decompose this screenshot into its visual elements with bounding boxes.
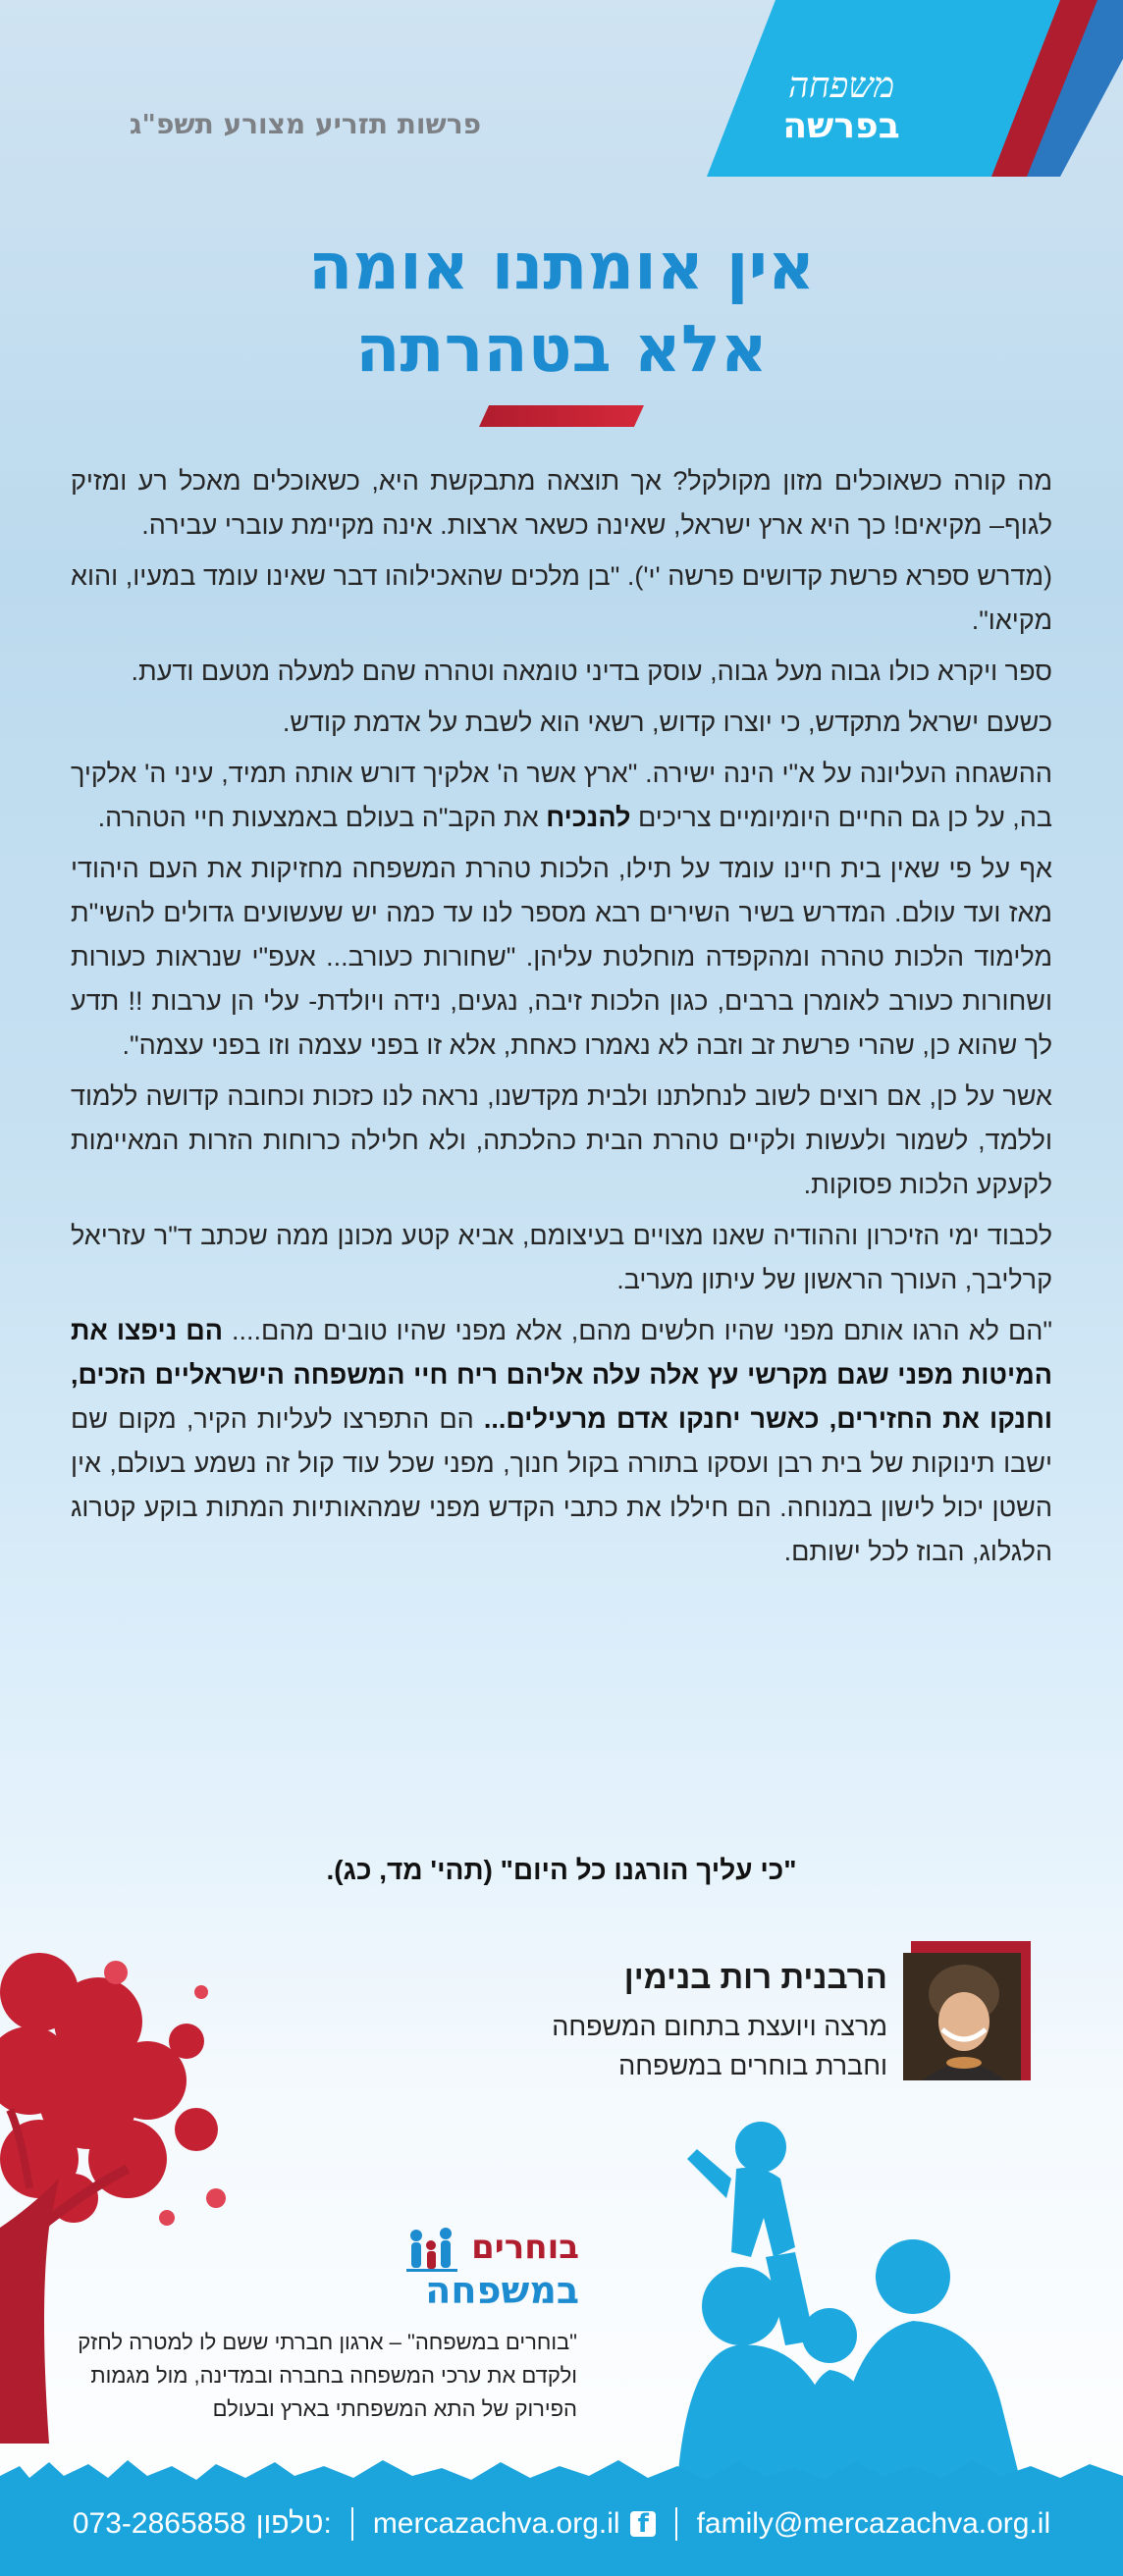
paragraph-bold-text: הם ניפצו את המיטות מפני שגם מקרשי עץ אלה עלה אליהם ריח חיי המשפחה הישראליים הזכים, וחנקו את החזירים, כאשר יחנקו אדם מרעילים... xyxy=(71,1316,1053,1434)
article-title-line1: אין אומתנו אומה xyxy=(307,229,815,304)
website-link[interactable]: mercazachva.org.il xyxy=(372,2507,620,2540)
footer-separator xyxy=(351,2507,353,2541)
footer-separator xyxy=(675,2507,677,2541)
paragraph: אף על פי שאין בית חיינו עומד על תילו, הלכות טהרת המשפחה מחזיקות את העם היהודי מאז ועד עולם. המדרש בשיר השירים רבא מספר לנו עד כמה יש שעשועים גדולים להשי"ת מלימוד הלכות טהרה ומהקפדה מוחלטת עליהן. "שחורות כעורב... אעפ"י שנראות כעורות ושחורות כעורב לאומרן ברבים, כגון הלכות זיבה, נגעים, נידה ויולדת- עלי הן ערבות !! תדע לך שהוא כן, שהרי פרשת זב וזבה לא נאמרו כאחת, אלא זו בפני עצמה וזו בפני עצמה". xyxy=(71,854,1052,1060)
paragraph: (מדרש ספרא פרשת קדושים פרשה 'י'). "בן מלכים שהאכילוהו דבר שאינו עומד במעיו, והוא מקיאו". xyxy=(71,561,1052,635)
paragraph-text: את הקב"ה בעולם באמצעות חיי הטהרה. xyxy=(97,803,547,832)
org-name-line1: בוחרים xyxy=(471,2228,579,2267)
author-title-line2: וחברת בוחרים במשפחה xyxy=(618,2051,887,2080)
paragraph: מה קורה כשאוכלים מזון מקולקל? אך תוצאה מתבקשת היא, כשאוכלים מאכל רע ומזיק לגוף– מקיאים! כך היא ארץ ישראל, שאינה כשאר ארצות. אינה מקיימת עוברי עבירה. xyxy=(71,466,1052,540)
family-silhouette-icon xyxy=(589,2110,1123,2483)
title-underline-bar xyxy=(479,405,644,427)
org-description: "בוחרים במשפחה" – ארגון חברתי ששם לו למטרה לחזק ולקדם את ערכי המשפחה בחברה ובמדינה, מול מגמות הפירוק של התא המשפחתי בארץ ובעולם xyxy=(78,2330,577,2421)
article-body xyxy=(71,459,1052,1581)
author-title-line1: מרצה ויועצת בתחום המשפחה xyxy=(552,2012,887,2041)
paragraph-text: ההשגחה העליונה על א"י הינה ישירה. "ארץ אשר ה' אלקיך דורש אותה תמיד, עיני ה' אלקיך בה, על כן גם החיים היומיומיים צריכים xyxy=(71,759,1052,832)
closing-quote: "כי עליך הורגנו כל היום" (תהי' מד, כג). xyxy=(326,1855,797,1885)
paragraph-text: "הם לא הרגו אותם מפני שהיו חלשים מהם, אלא מפני שהיו טובים מהם.... xyxy=(223,1316,1053,1345)
org-name-line2: במשפחה xyxy=(425,2269,579,2312)
article-title-line2: אלא בטהרתה xyxy=(355,311,768,387)
paragraph xyxy=(71,1309,1052,1574)
author-name: הרבנית רות בנימין xyxy=(623,1959,887,1995)
paragraph: אשר על כן, אם רוצים לשוב לנחלתנו ולבית מקדשנו, נראה לנו כזכות וכחובה קדושה ללמוד וללמד, לשמור ולעשות ולקיים טהרת הבית כהלכתה, ולא חלילה כרוחות הזרות המאיימות לקעקע הלכות פסוקות. xyxy=(71,1081,1052,1199)
brand-name-line2: בפרשה xyxy=(782,106,900,146)
parasha-heading: פרשות תזריע מצורע תשפ"ג xyxy=(129,108,481,140)
paragraph: ספר ויקרא כולו גבוה מעל גבוה, עוסק בדיני טומאה וטהרה שהם למעלה מטעם ודעת. xyxy=(131,657,1052,686)
paragraph-bold-text: להנכיח xyxy=(546,803,631,832)
paragraph-text: הם התפרצו לעליות הקיר, מקום שם ישבו תינוקות של בית רבן ועסקו בתורה בקול חנוך, מפני שכל עוד קול זה נשמע בעולם, אין השטן יכול לישון במנוחה. הם חיללו את כתבי הקדש מפני שמהאותיות המתות בוקע קטרוג הלגלוג, הבוז לכל ישותם. xyxy=(71,1404,1052,1566)
brand-name-line1: משפחה xyxy=(787,66,895,106)
paragraph: כשעם ישראל מתקדש, כי יוצרו קדוש, רשאי הוא לשבת על אדמת קודש. xyxy=(282,708,1052,737)
author-photo xyxy=(903,1953,1021,2080)
email-link[interactable]: family@mercazachva.org.il xyxy=(696,2507,1051,2540)
article-title xyxy=(118,226,1005,391)
phone-number[interactable]: 073-2865858 xyxy=(72,2507,246,2540)
phone-label: טלפון: xyxy=(255,2507,332,2540)
paragraph xyxy=(71,752,1052,840)
footer-contact-row xyxy=(0,2502,1123,2546)
paragraph: לכבוד ימי הזיכרון וההודיה שאנו מצויים בעיצומם, אביא קטע מכונן ממה שכתב ד"ר עזריאל קרליבך, העורך הראשון של עיתון מעריב. xyxy=(71,1221,1052,1294)
facebook-icon[interactable] xyxy=(630,2511,656,2537)
